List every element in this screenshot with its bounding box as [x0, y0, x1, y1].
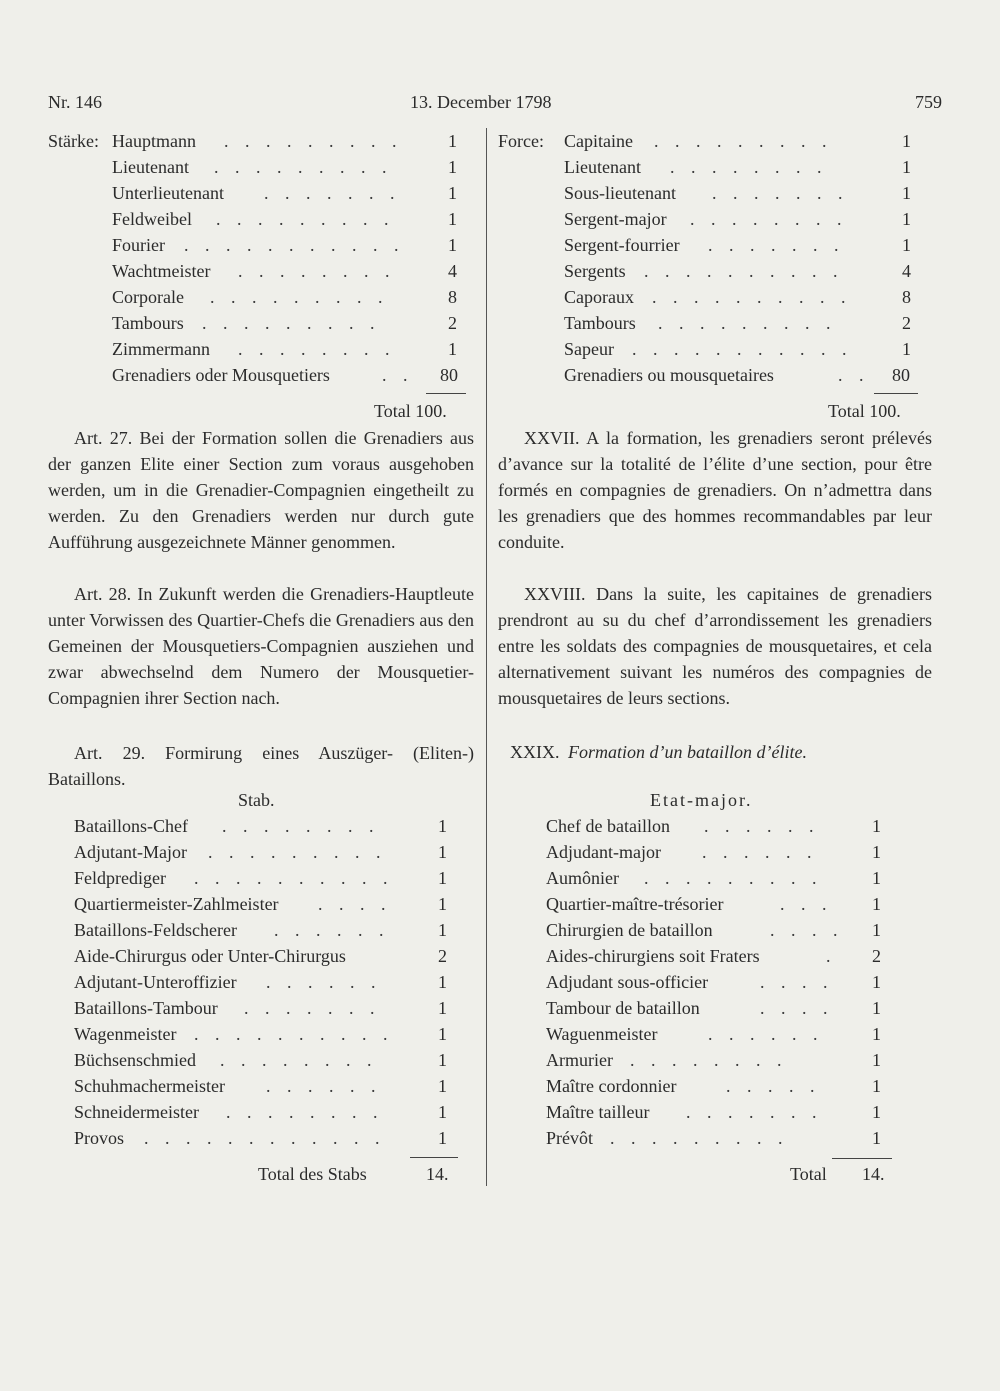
list-item-label: Sous-lieutenant [564, 183, 676, 203]
force-prefix: Stärke: [48, 131, 99, 151]
stab-total [48, 1164, 474, 1190]
leader-dots: . . . . . . . . . . [194, 1024, 394, 1044]
list-item-label: Quartier-maître-trésorier [546, 894, 724, 914]
leader-dots: . . . . . . . . . . [652, 287, 852, 307]
list-item [498, 157, 932, 183]
list-item-label: Sergent-major [564, 209, 667, 229]
force-total [498, 401, 932, 427]
list-item-label: Aumônier [546, 868, 619, 888]
list-item [498, 365, 932, 391]
list-item-label: Schneidermeister [74, 1102, 199, 1122]
list-item-label: Aide-Chirurgus oder Unter-Chirurgus [74, 946, 346, 966]
list-item [498, 946, 932, 972]
leader-dots: . . . . . . . [244, 998, 381, 1018]
list-item [498, 1128, 932, 1154]
list-item-label: Adjutant-Unteroffizier [74, 972, 237, 992]
french-column [498, 0, 932, 1391]
list-item-count: 1 [448, 157, 457, 177]
leader-dots: . . . . . . . . [238, 339, 396, 359]
leader-dots: . . . . . . . . . [216, 209, 395, 229]
list-item-count: 1 [448, 235, 457, 255]
sum-rule [832, 1158, 892, 1159]
list-item [48, 339, 474, 365]
list-item-count: 1 [902, 209, 911, 229]
list-item-label: Quartiermeister-Zahlmeister [74, 894, 279, 914]
leader-dots: . . . . . . . . . . . [184, 235, 405, 255]
list-item [48, 894, 474, 920]
leader-dots: . . . . . . . [264, 183, 401, 203]
document-number: Nr. 146 [48, 92, 102, 112]
list-item-label: Adjudant sous-officier [546, 972, 709, 992]
list-item-count: 1 [438, 1024, 447, 1044]
article-28: Art. 28. In Zukunft werden die Grenadiers-Hauptleute unter Vorwissen des Quartier-Chefs die Grenadiers aus den Gemeinen der Mousquetiers-Compagnien ausziehen und zwar abwechselnd dem Numero der Mousquetier-Compagnien ihrer Section nach. [48, 584, 474, 708]
list-item [498, 1024, 932, 1050]
stab-title: Stab. [238, 790, 275, 810]
list-item [48, 1076, 474, 1102]
list-item-count: 1 [438, 868, 447, 888]
list-item-count: 1 [438, 816, 447, 836]
list-item-count: 1 [872, 1128, 881, 1148]
list-item [498, 1102, 932, 1128]
list-item-count: 2 [872, 946, 881, 966]
leader-dots: . . . . . . . . . [224, 131, 403, 151]
list-item-count: 2 [902, 313, 911, 333]
list-item-count: 1 [438, 1102, 447, 1122]
list-item-label: Adjudant-major [546, 842, 661, 862]
list-item-label: Lieutenant [112, 157, 189, 177]
list-item-count: 1 [438, 998, 447, 1018]
article-29-heading [498, 742, 932, 768]
list-item [498, 842, 932, 868]
list-item-count: 80 [440, 365, 458, 385]
list-item-count: 1 [438, 1076, 447, 1096]
leader-dots: . . . . [770, 920, 844, 940]
list-item-count: 1 [438, 972, 447, 992]
list-item [48, 183, 474, 209]
leader-dots: . . . . . . . . [220, 1050, 378, 1070]
list-item-label: Armurier [546, 1050, 613, 1070]
list-item-count: 1 [438, 920, 447, 940]
list-item-label: Hauptmann [112, 131, 196, 151]
list-item-count: 1 [448, 339, 457, 359]
list-item-label: Fourier [112, 235, 165, 255]
leader-dots: . . . . . . . . . [202, 313, 381, 333]
sum-rule [426, 393, 466, 394]
list-item-count: 8 [902, 287, 911, 307]
list-item [498, 972, 932, 998]
list-item-count: 1 [872, 1050, 881, 1070]
list-item [48, 209, 474, 235]
list-item [48, 1050, 474, 1076]
page-number: 759 [915, 92, 942, 112]
list-item-label: Chef de bataillon [546, 816, 670, 836]
list-item [498, 287, 932, 313]
leader-dots: . . . . . . . . . [214, 157, 393, 177]
list-item-count: 1 [872, 868, 881, 888]
list-item [498, 339, 932, 365]
list-item-label: Sergent-fourrier [564, 235, 680, 255]
list-item [48, 1102, 474, 1128]
leader-dots: . . . . . . [708, 1024, 824, 1044]
list-item [48, 1024, 474, 1050]
list-item-label: Büchsenschmied [74, 1050, 196, 1070]
list-item-label: Chirurgien de bataillon [546, 920, 713, 940]
list-item [48, 131, 474, 157]
list-item-count: 2 [438, 946, 447, 966]
list-item-count: 4 [902, 261, 911, 281]
list-item [48, 842, 474, 868]
leader-dots: . . . . [318, 894, 392, 914]
list-item-label: Provos [74, 1128, 125, 1148]
article-29-number: XXIX. [510, 742, 560, 762]
leader-dots: . . . . . . . . . . . . [144, 1128, 386, 1148]
list-item [498, 261, 932, 287]
leader-dots: . . . . . . . . . [210, 287, 389, 307]
stab-total-label: Total [790, 1164, 827, 1184]
leader-dots: . . . . . . . . [222, 816, 380, 836]
list-item-count: 1 [438, 1128, 447, 1148]
list-item-count: 1 [902, 157, 911, 177]
list-item [48, 313, 474, 339]
list-item-count: 4 [448, 261, 457, 281]
list-item [48, 365, 474, 391]
sum-rule [874, 393, 918, 394]
list-item-label: Bataillons-Feldscherer [74, 920, 237, 940]
leader-dots: . . . . . . . . . . [644, 261, 844, 281]
list-item [498, 209, 932, 235]
list-item [498, 868, 932, 894]
list-item-label: Capitaine [564, 131, 633, 151]
list-item [48, 1128, 474, 1154]
list-item-count: 1 [872, 816, 881, 836]
leader-dots: . . . . [760, 998, 834, 1018]
list-item-label: Tambours [112, 313, 184, 333]
list-item-label: Bataillons-Tambour [74, 998, 218, 1018]
list-item [498, 894, 932, 920]
leader-dots: . . . . . . [266, 1076, 382, 1096]
article-28: XXVIII. Dans la suite, les capitaines de grenadiers prendront au su du chef d’arrondissement les grenadiers entre les soldats des compagnies de mousquetaires, et cela alternativement suivant les numéros des compagnies de mousquetaires de leurs sections. [498, 584, 932, 708]
list-item [498, 131, 932, 157]
list-item [498, 313, 932, 339]
list-item-count: 8 [448, 287, 457, 307]
list-item-label: Bataillons-Chef [74, 816, 188, 836]
leader-dots: . . . . . . . . . . . [632, 339, 853, 359]
list-item-label: Grenadiers oder Mousquetiers [112, 365, 330, 385]
article-29-title: Formation d’un bataillon d’élite. [568, 742, 807, 762]
leader-dots: . . . . . . . [708, 235, 845, 255]
list-item-label: Maître tailleur [546, 1102, 650, 1122]
list-item-label: Wagenmeister [74, 1024, 177, 1044]
list-item-label: Prévôt [546, 1128, 593, 1148]
article-27: XXVII. A la formation, les grenadiers seront prélevés d’avance sur la totalité de l’élite d’une section, pour être formés en compagnies de grenadiers. On n’admettra dans les grenadiers que des hommes recommandables par leur conduite. [498, 428, 932, 552]
leader-dots: . . . . . . . . . [208, 842, 387, 862]
list-item-count: 1 [448, 209, 457, 229]
list-item [48, 157, 474, 183]
list-item-label: Waguenmeister [546, 1024, 658, 1044]
etat-major-title: Etat-major. [650, 790, 753, 810]
list-item-label: Feldweibel [112, 209, 192, 229]
list-item-count: 1 [438, 842, 447, 862]
leader-dots: . . . . . . [702, 842, 818, 862]
stab-total-count: 14. [426, 1164, 449, 1184]
list-item [498, 920, 932, 946]
article-29-heading: Art. 29. Formirung eines Auszüger- (Eliten-) Bataillons. [48, 743, 474, 789]
list-item-label: Corporale [112, 287, 184, 307]
list-item-count: 1 [438, 894, 447, 914]
list-item [498, 998, 932, 1024]
leader-dots: . . . . . . . . . . [194, 868, 394, 888]
list-item-label: Aides-chirurgiens soit Fraters [546, 946, 760, 966]
list-item-label: Grenadiers ou mousquetaires [564, 365, 774, 385]
leader-dots: . . . . . . . . . [610, 1128, 789, 1148]
list-item-count: 1 [448, 183, 457, 203]
list-item-label: Lieutenant [564, 157, 641, 177]
leader-dots: . . . . . . . . [670, 157, 828, 177]
column-divider [486, 128, 487, 1186]
list-item-count: 1 [448, 131, 457, 151]
list-item-count: 2 [448, 313, 457, 333]
list-item [498, 235, 932, 261]
list-item-label: Tambours [564, 313, 636, 333]
leader-dots: . . [382, 365, 414, 385]
list-item-count: 1 [872, 998, 881, 1018]
list-item [48, 920, 474, 946]
list-item-count: 1 [902, 131, 911, 151]
german-column [48, 0, 474, 1391]
list-item [48, 235, 474, 261]
leader-dots: . [826, 946, 837, 966]
leader-dots: . . . . . . . . . [654, 131, 833, 151]
list-item [498, 1076, 932, 1102]
force-total-label: Total 100. [374, 401, 447, 421]
list-item-label: Sapeur [564, 339, 614, 359]
list-item [498, 183, 932, 209]
list-item-count: 1 [872, 842, 881, 862]
leader-dots: . . . . . . . . . [644, 868, 823, 888]
list-item-count: 1 [902, 183, 911, 203]
leader-dots: . . . . . . [266, 972, 382, 992]
list-item [48, 998, 474, 1024]
list-item-count: 1 [902, 339, 911, 359]
leader-dots: . . . . . . . . [238, 261, 396, 281]
list-item [48, 816, 474, 842]
list-item [48, 972, 474, 998]
list-item-count: 1 [902, 235, 911, 255]
list-item-count: 1 [872, 894, 881, 914]
leader-dots: . . . . . . . [712, 183, 849, 203]
document-date: 13. December 1798 [410, 92, 552, 112]
list-item-count: 1 [872, 920, 881, 940]
stab-total [498, 1164, 932, 1190]
list-item [48, 946, 474, 972]
list-item-label: Adjutant-Major [74, 842, 187, 862]
stab-total-count: 14. [862, 1164, 885, 1184]
leader-dots: . . . . . . . . [630, 1050, 788, 1070]
leader-dots: . . . . . . . [686, 1102, 823, 1122]
list-item-count: 1 [438, 1050, 447, 1070]
list-item-count: 1 [872, 972, 881, 992]
leader-dots: . . . . . [726, 1076, 821, 1096]
leader-dots: . . . . . . [274, 920, 390, 940]
article-27: Art. 27. Bei der Formation sollen die Grenadiers aus der ganzen Elite einer Section zum voraus ausgehoben werden, um in die Grenadier-Compagnien eingetheilt zu werden. Zu den Grenadiers werden nur durch gute Aufführung ausgezeichnete Männer genommen. [48, 428, 474, 552]
list-item [48, 261, 474, 287]
list-item-count: 1 [872, 1024, 881, 1044]
list-item-label: Schuhmachermeister [74, 1076, 225, 1096]
list-item-label: Maître cordonnier [546, 1076, 677, 1096]
leader-dots: . . [838, 365, 870, 385]
force-total [48, 401, 474, 427]
sum-rule [410, 1157, 458, 1158]
stab-total-label: Total des Stabs [258, 1164, 367, 1184]
leader-dots: . . . . . . [704, 816, 820, 836]
list-item-label: Sergents [564, 261, 626, 281]
list-item-label: Feldprediger [74, 868, 166, 888]
force-total-label: Total 100. [828, 401, 901, 421]
list-item [48, 287, 474, 313]
list-item-count: 80 [892, 365, 910, 385]
list-item-label: Wachtmeister [112, 261, 211, 281]
leader-dots: . . . . [760, 972, 834, 992]
leader-dots: . . . . . . . . [690, 209, 848, 229]
list-item [48, 868, 474, 894]
leader-dots: . . . [780, 894, 833, 914]
force-prefix: Force: [498, 131, 544, 151]
list-item-label: Zimmermann [112, 339, 210, 359]
list-item [498, 1050, 932, 1076]
list-item-count: 1 [872, 1102, 881, 1122]
list-item [498, 816, 932, 842]
leader-dots: . . . . . . . . [226, 1102, 384, 1122]
list-item-label: Tambour de bataillon [546, 998, 700, 1018]
list-item-count: 1 [872, 1076, 881, 1096]
list-item-label: Caporaux [564, 287, 634, 307]
leader-dots: . . . . . . . . . [658, 313, 837, 333]
list-item-label: Unterlieutenant [112, 183, 224, 203]
